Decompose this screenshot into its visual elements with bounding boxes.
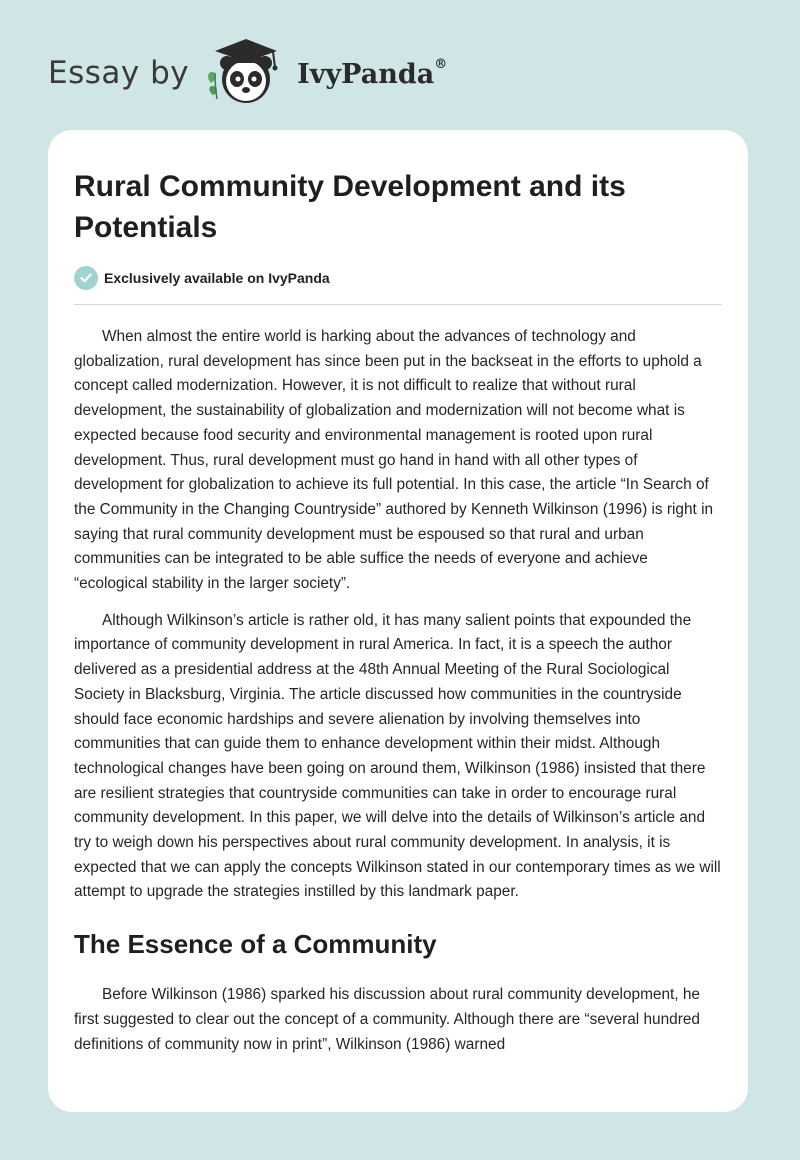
paragraph: Although Wilkinson’s article is rather old, it has many salient points that expounded the importance of community development in rural America. In fact, it is a speech the author delivered as a presidential address at the 48th Annual Meeting of the Rural Sociological Society in Blacksburg, Virginia. The article discussed how communities in the countryside should face economic hardships and severe alienation by involving themselves into communities that can guide them to enhance development within their midst. Although technological changes have been going on around them, Wilkinson (1986) insisted that there are resilient strategies that countryside communities can take in order to encourage rural community development. In this paper, we will delve into the details of Wilkinson’s article and try to weigh down his perspectives about rural community development. In analysis, it is expected that we can apply the concepts Wilkinson stated in our contemporary times as we will attempt to upgrade the strategies instilled by this landmark paper. — [74, 611, 721, 901]
check-circle-icon — [74, 266, 98, 290]
title-divider — [74, 304, 722, 305]
essay-content — [74, 166, 724, 1069]
paragraph: When almost the entire world is harking about the advances of technology and globalization, rural development has since been put in the backseat in the efforts to uphold a concept called modernization. However, it is not difficult to realize that without rural development, the sustainability of globalization and modernization will not become what is expected because food security and environmental management is rooted upon rural development. Thus, rural development must go hand in hand with all other types of development for globalization to achieve its full potential. In this case, the article “In Search of the Community in the Changing Countryside” authored by Kenneth Wilkinson (1996) is right in saying that rural community development must be espoused so that rural and urban communities can be integrated to be able suffice the needs of everyone and achieve “ecological stability in the larger society”. — [74, 328, 714, 593]
site-header — [48, 36, 548, 116]
section-heading: The Essence of a Community — [74, 929, 437, 960]
panda-graduate-logo-icon[interactable] — [203, 35, 291, 112]
paragraph: Before Wilkinson (1986) sparked his discussion about rural community development, he first suggested to clear out the concept of a community. Although there are “several hundred definitions of community now in print”, Wilkinson (1986) warned — [74, 986, 700, 1053]
essay-card — [48, 130, 748, 1112]
essay-by-label: Essay by — [48, 55, 190, 91]
exclusive-badge — [74, 266, 724, 290]
brand-text: IvyPanda — [297, 58, 435, 90]
exclusive-badge-text: Exclusively available on IvyPanda — [104, 270, 330, 286]
essay-body — [74, 325, 724, 1057]
brand-name[interactable] — [297, 56, 448, 90]
essay-title: Rural Community Development and its Potentials — [74, 170, 626, 244]
registered-mark: ® — [434, 56, 448, 72]
